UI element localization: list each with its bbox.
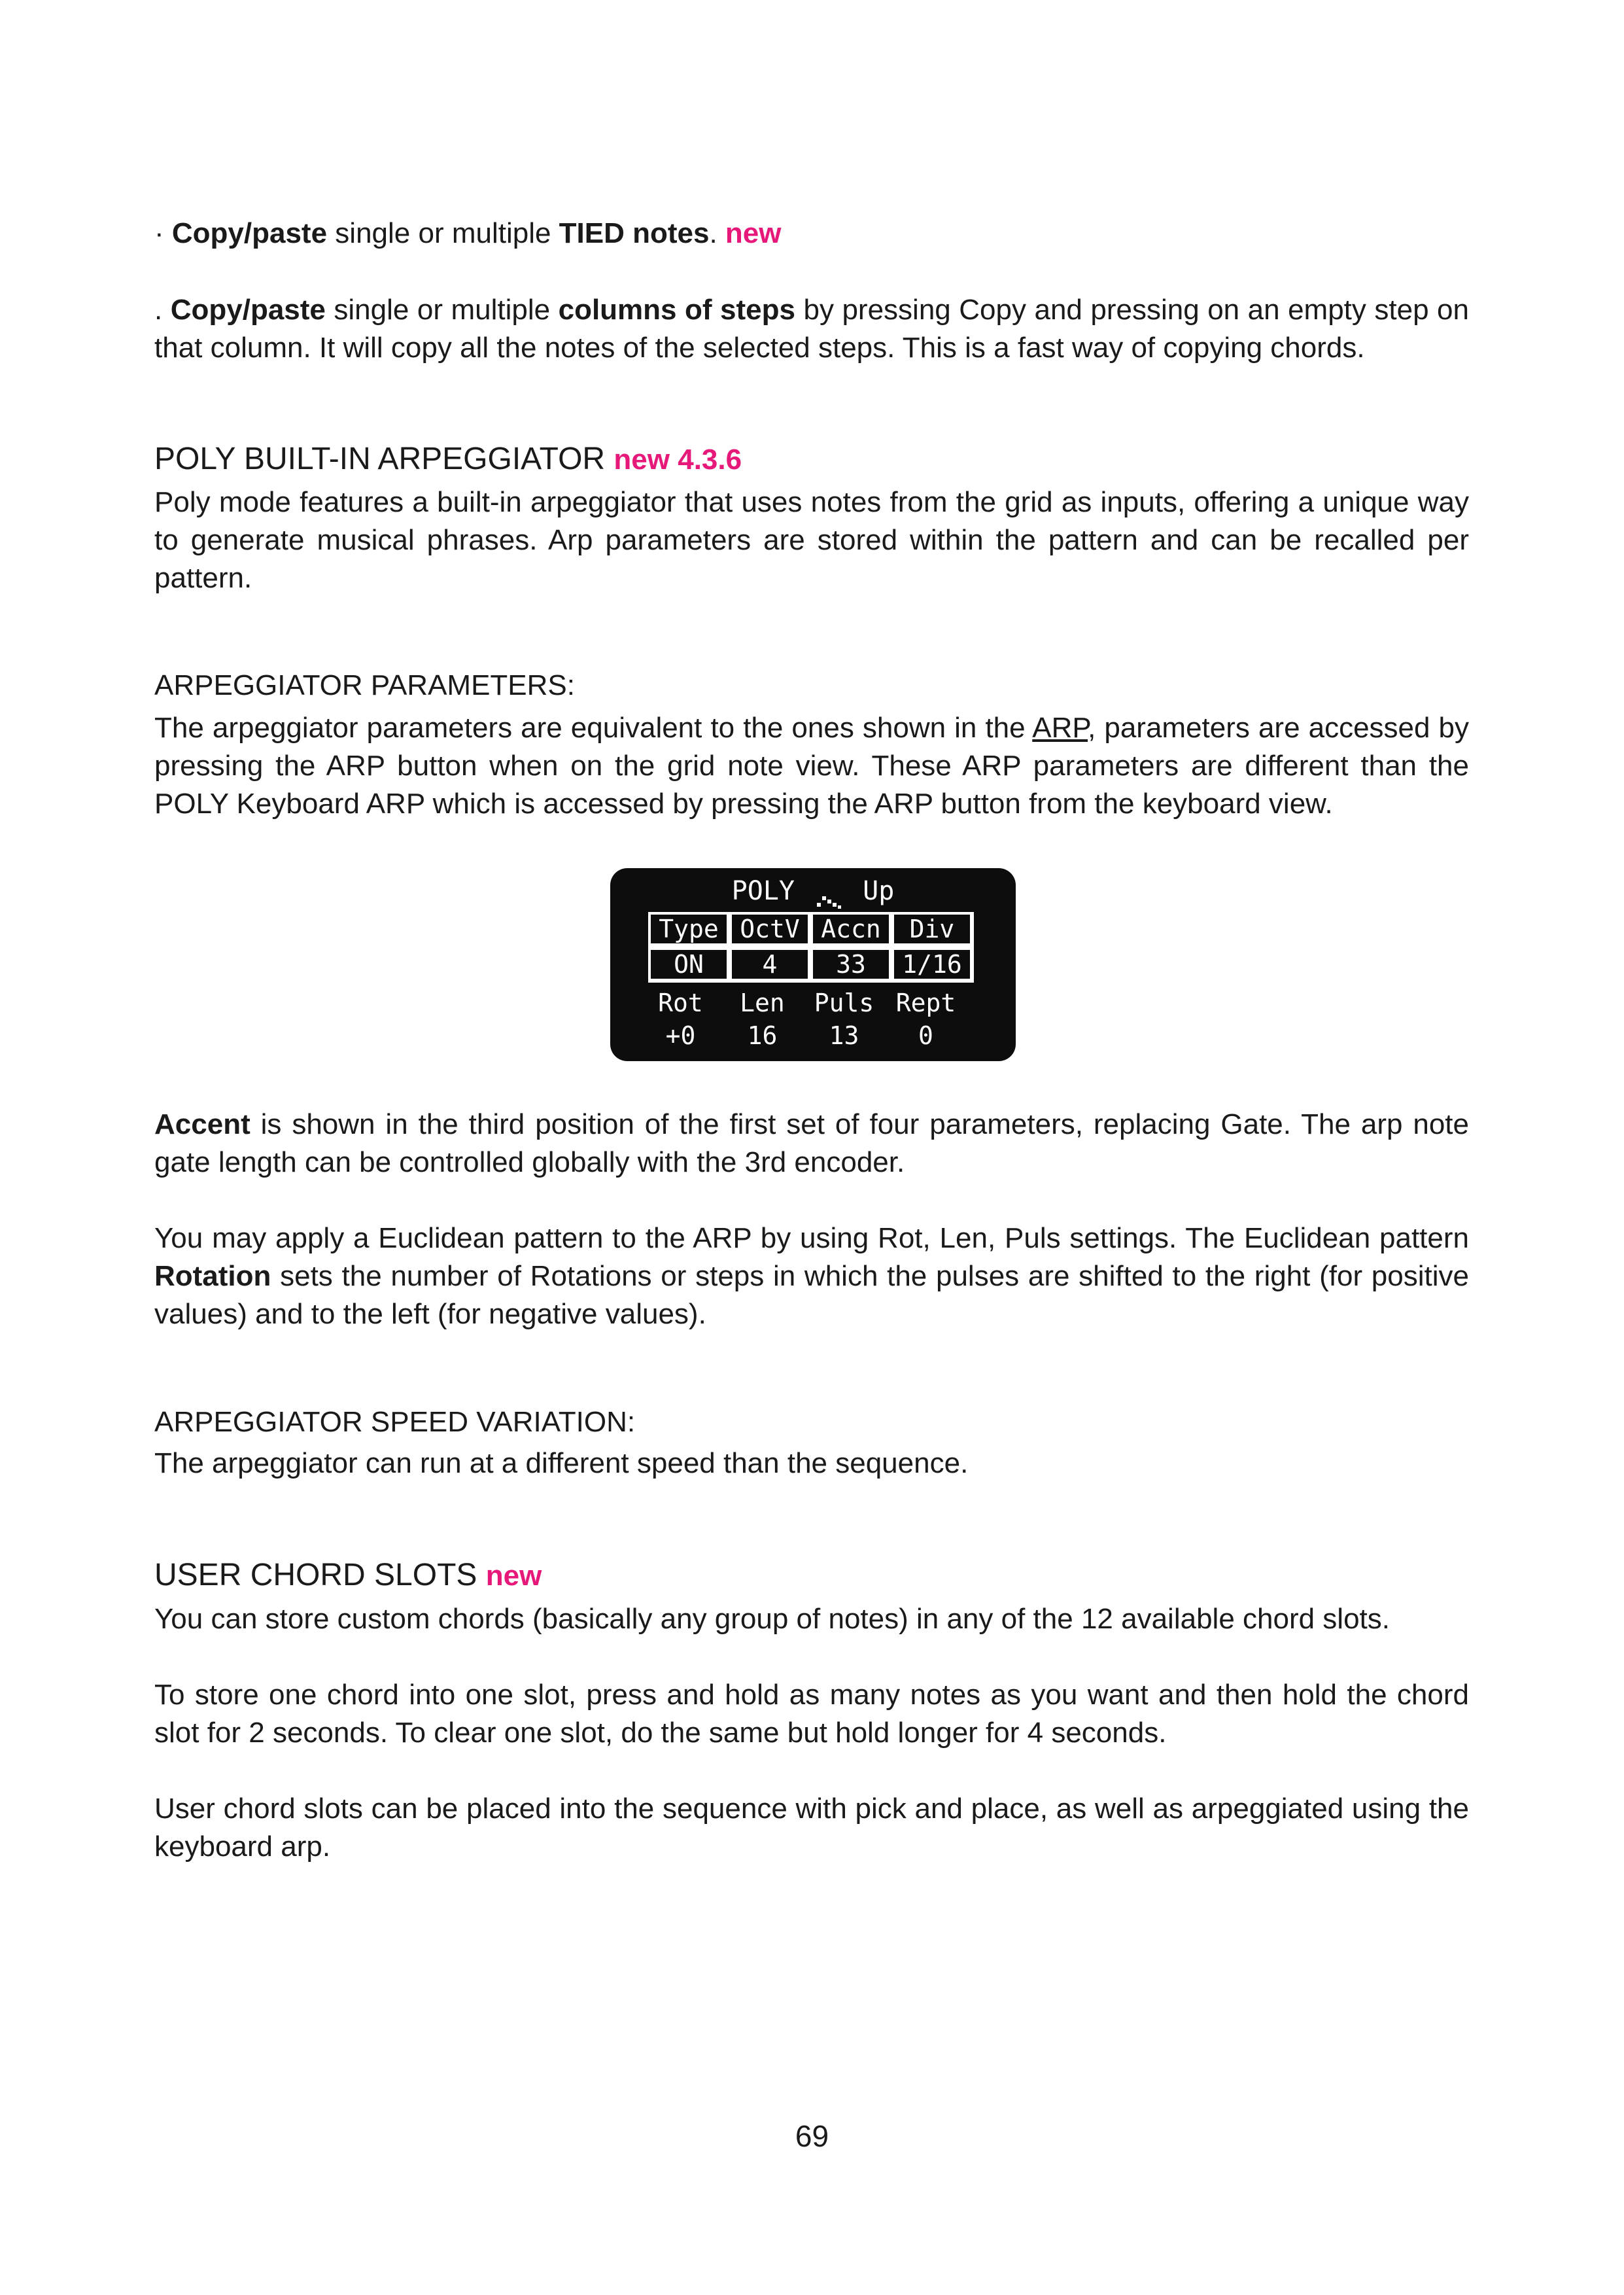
text: The arpeggiator parameters are equivalent to the ones shown in the [154,712,1033,744]
bold-text: Rotation [154,1260,271,1292]
bullet: . [154,294,163,326]
text: . [709,217,725,249]
accent-paragraph [154,1106,1469,1182]
param-header: Type [651,915,727,943]
param-header: Puls [814,989,874,1017]
speed-body: The arpeggiator can run at a different speed than the sequence. [154,1447,969,1479]
heading-text: USER CHORD SLOTS [154,1558,486,1592]
new-tag: new [725,217,782,249]
param-header: Len [740,989,785,1017]
param-value: ON [651,950,727,979]
param-value: 1/16 [894,950,970,979]
euclid-paragraph [154,1219,1469,1333]
text: is shown in the third position of the first set of four parameters, replacing Gate. The arp note gate length can be controlled globally with the 3rd encoder. [154,1108,1469,1178]
heading-text: POLY BUILT-IN ARPEGGIATOR [154,442,614,476]
page-number: 69 [795,2119,829,2153]
param-header: Div [894,915,970,943]
bold-text: Copy/paste [171,217,328,249]
user-chords-p3: User chord slots can be placed into the sequence with pick and place, as well as arpeggiated using the keyboard arp. [154,1793,1469,1863]
user-chords-p1: You can store custom chords (basically any group of notes) in any of the 12 available chord slots. [154,1603,1390,1635]
bold-text: TIED notes [559,217,710,249]
text: You may apply a Euclidean pattern to the ARP by using Rot, Len, Puls settings. The Euclidean pattern [154,1222,1469,1254]
arp-display [610,868,1016,1061]
param-header: OctV [732,915,808,943]
text: single or multiple [325,294,559,326]
arp-params-heading: ARPEGGIATOR PARAMETERS: [154,669,576,701]
text: single or multiple [327,217,559,249]
param-value: 16 [747,1021,778,1050]
param-header: Rot [658,989,703,1017]
poly-arp-heading [154,440,742,480]
param-value: +0 [665,1021,696,1050]
text: , parameters are accessed by pressing the ARP button when on the grid note view. These ARP parameters are different than the POLY Keyboard ARP which is accessed by pressing the ARP button from the keyboard view. [154,712,1470,820]
bold-text: Accent [154,1108,251,1140]
param-grid [648,912,974,983]
param-header: Rept [895,989,956,1017]
param-value: 13 [829,1021,859,1050]
new-tag: new [485,1560,542,1592]
arp-pattern-icon [816,885,842,900]
speed-heading: ARPEGGIATOR SPEED VARIATION: [154,1406,636,1438]
copy-columns-item [154,291,1469,367]
user-chords-heading [154,1556,542,1596]
param-value: 33 [813,950,889,979]
bold-text: columns of steps [558,294,795,326]
bullet: · [154,217,164,249]
display-title [610,875,1016,907]
text: sets the number of Rotations or steps in which the pulses are shifted to the right (for positive values) and to the left (for negative values). [154,1260,1469,1330]
arp-link[interactable]: ARP [1032,712,1088,744]
direction-label: Up [863,876,895,906]
param-value: 4 [732,950,808,979]
user-chords-p2: To store one chord into one slot, press and hold as many notes as you want and then hold the chord slot for 2 seconds. To clear one slot, do the same but hold longer for 4 seconds. [154,1679,1469,1749]
param-value: 0 [918,1021,933,1050]
poly-arp-body: Poly mode features a built-in arpeggiator that uses notes from the grid as inputs, offering a unique way to generate musical phrases. Arp parameters are stored within the pattern and can be recalled per pattern. [154,486,1469,594]
text: by pressing Copy and pressing on an empty step on that column. It will copy all the notes of the selected steps. This is a fast way of copying chords. [154,294,1469,364]
bold-text: Copy/paste [170,294,326,326]
arp-params-body [154,709,1469,823]
copy-tied-item [154,215,1469,253]
mode-label: POLY [731,876,795,906]
new-tag: new 4.3.6 [613,444,742,476]
param-header: Accn [813,915,889,943]
